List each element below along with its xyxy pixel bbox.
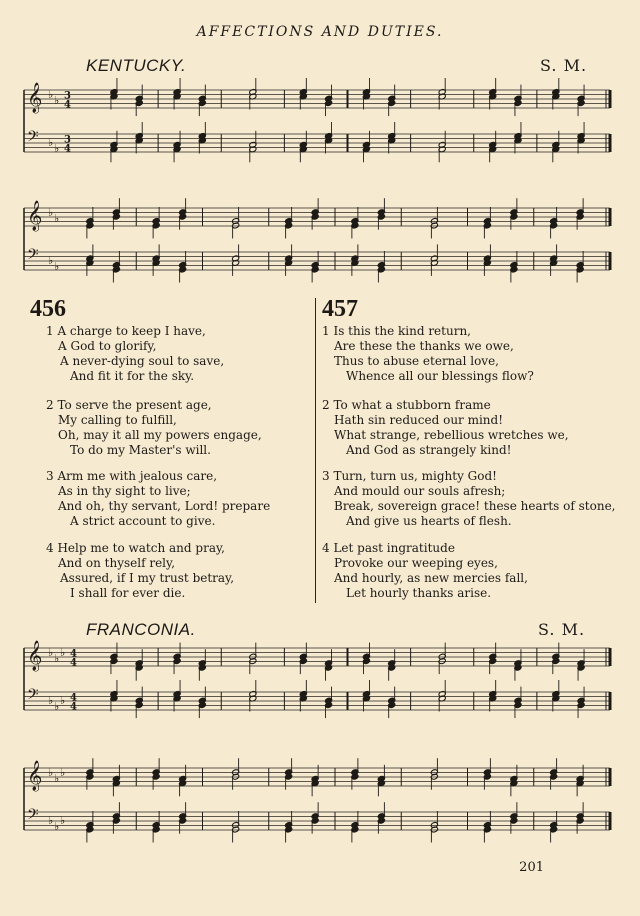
svg-text:♭: ♭ [48, 88, 54, 101]
verse-line: I shall for ever die. [70, 586, 186, 600]
meter-franconia: S. M. [538, 620, 586, 639]
svg-text:♭: ♭ [54, 260, 60, 273]
verse-line: And hourly, as new mercies fall, [334, 571, 528, 585]
svg-text:𝄢: 𝄢 [27, 686, 39, 707]
svg-text:♭: ♭ [54, 212, 60, 225]
svg-text:𝄞: 𝄞 [27, 761, 43, 791]
verse-line: 3 Arm me with jealous care, [46, 469, 218, 483]
tune-name-kentucky: KENTUCKY. [86, 56, 187, 75]
svg-text:4: 4 [70, 692, 77, 704]
svg-text:♭: ♭ [60, 694, 66, 707]
svg-text:♭: ♭ [60, 814, 66, 827]
svg-text:♭: ♭ [48, 694, 54, 707]
verse-line: And give us hearts of flesh. [346, 514, 512, 528]
hymn-number-457: 457 [322, 296, 358, 322]
verse-line: As in thy sight to live; [58, 484, 191, 498]
page-number: 201 [519, 860, 544, 875]
svg-text:𝄢: 𝄢 [27, 128, 39, 149]
verse-line: Oh, may it all my powers engage, [58, 428, 262, 442]
svg-text:♭: ♭ [54, 820, 60, 833]
verse-line: Thus to abuse eternal love, [334, 354, 499, 368]
svg-text:𝄞: 𝄞 [27, 641, 43, 671]
verse-line: And mould our souls afresh; [334, 484, 506, 498]
svg-text:4: 4 [64, 99, 71, 111]
verse-line: To do my Master's will. [70, 443, 211, 457]
verse-line: Provoke our weeping eyes, [334, 556, 498, 570]
verse-line: And oh, thy servant, Lord! prepare [58, 499, 271, 513]
svg-text:♭: ♭ [60, 766, 66, 779]
verse-line: Are these the thanks we owe, [334, 339, 514, 353]
verse-line: My calling to fulfill, [58, 413, 177, 427]
svg-text:♭: ♭ [48, 814, 54, 827]
verse-line: 4 Help me to watch and pray, [46, 541, 225, 555]
verse-line: Let hourly thanks arise. [346, 586, 492, 600]
svg-text:𝄢: 𝄢 [27, 246, 39, 267]
running-header: AFFECTIONS AND DUTIES. [196, 24, 444, 40]
verse-line: Whence all our blessings flow? [346, 369, 534, 383]
svg-text:♭: ♭ [48, 136, 54, 149]
verse-line: A strict account to give. [70, 514, 216, 528]
verse-line: 2 To serve the present age, [46, 398, 212, 412]
svg-text:𝄢: 𝄢 [27, 806, 39, 827]
svg-text:4: 4 [70, 701, 77, 713]
svg-text:♭: ♭ [48, 766, 54, 779]
svg-text:♭: ♭ [54, 94, 60, 107]
hymn-number-456: 456 [30, 296, 66, 322]
verse-line: 1 A charge to keep I have, [46, 324, 206, 338]
svg-text:4: 4 [64, 143, 71, 155]
svg-text:4: 4 [70, 648, 77, 660]
svg-text:♭: ♭ [48, 254, 54, 267]
svg-text:♭: ♭ [48, 206, 54, 219]
svg-text:3: 3 [64, 90, 71, 102]
verse-line: What strange, rebellious wretches we, [334, 428, 569, 442]
svg-text:𝄞: 𝄞 [27, 83, 43, 113]
svg-text:♭: ♭ [60, 646, 66, 659]
svg-text:♭: ♭ [48, 646, 54, 659]
svg-text:♭: ♭ [54, 142, 60, 155]
svg-text:♭: ♭ [54, 700, 60, 713]
verse-line: And on thyself rely, [58, 556, 176, 570]
verse-line: 4 Let past ingratitude [322, 541, 455, 555]
svg-text:♭: ♭ [54, 652, 60, 665]
svg-text:3: 3 [64, 134, 71, 146]
svg-text:4: 4 [70, 657, 77, 669]
verse-line: A never-dying soul to save, [60, 354, 225, 368]
verse-line: 1 Is this the kind return, [322, 324, 471, 338]
tune-name-franconia: FRANCONIA. [86, 620, 196, 639]
verse-line: 3 Turn, turn us, mighty God! [322, 469, 497, 483]
verse-line: And fit it for the sky. [70, 369, 195, 383]
verse-line: Hath sin reduced our mind! [334, 413, 504, 427]
verse-line: And God as strangely kind! [346, 443, 512, 457]
svg-text:♭: ♭ [54, 772, 60, 785]
svg-text:𝄞: 𝄞 [27, 201, 43, 231]
verse-line: 2 To what a stubborn frame [322, 398, 491, 412]
verse-line: Assured, if I my trust betray, [60, 571, 235, 585]
verse-line: A God to glorify, [58, 339, 157, 353]
verse-line: Break, sovereign grace! these hearts of stone, [334, 499, 616, 513]
meter-kentucky: S. M. [540, 56, 588, 75]
